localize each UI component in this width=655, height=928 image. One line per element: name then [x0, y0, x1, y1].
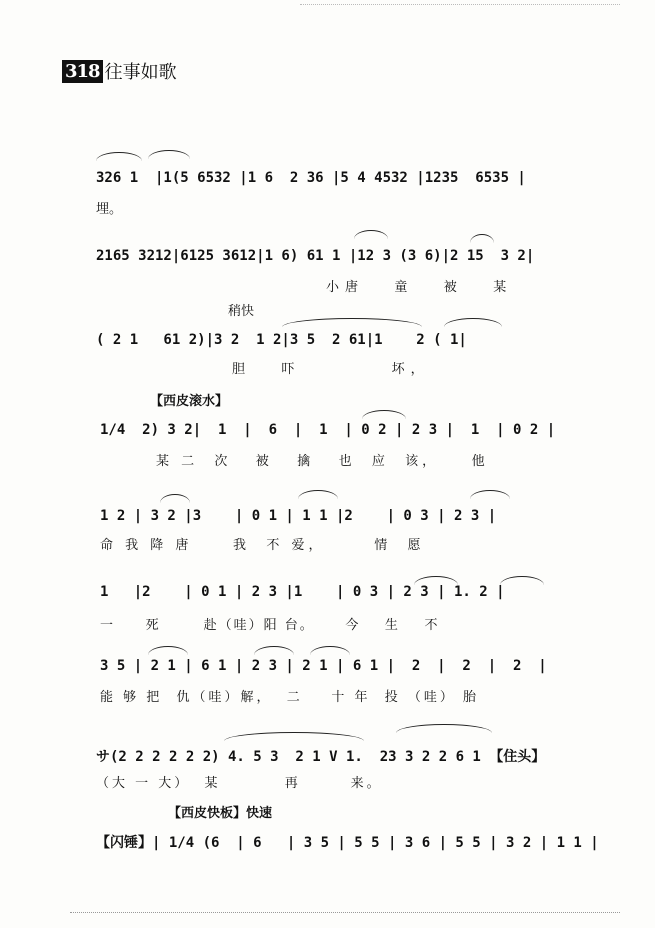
slur — [500, 576, 544, 585]
slur — [310, 646, 350, 655]
bottom-edge-rule — [70, 912, 620, 913]
slur — [254, 646, 294, 655]
book-title: 往事如歌 — [104, 62, 177, 83]
notation-line: 2165 3212|6125 3612|1 6) 61 1 |12 3 (3 6)|2 15 3 2| — [96, 248, 535, 264]
top-edge-rule — [300, 4, 620, 5]
notation-line: 1 2 | 3 2 |3 | 0 1 | 1 1 |2 | 0 3 | 2 3 | — [100, 508, 497, 524]
lyric-line: 埋。 — [96, 202, 123, 217]
lyric-line: 命 我 降 唐 我 不 爱， 情 愿 — [100, 538, 425, 553]
slur — [470, 490, 510, 499]
notation-line: 326 1 |1(5 6532 |1 6 2 36 |5 4 4532 |1235 6535 | — [96, 170, 526, 186]
notation-line: 1 |2 | 0 1 | 2 3 |1 | 0 3 | 2 3 | 1. 2 | — [100, 584, 505, 600]
notation-line: 1/4 2) 3 2| 1 | 6 | 1 | 0 2 | 2 3 | 1 | 0 2 | — [100, 422, 556, 438]
lyric-line: 胆 吓 坏， — [232, 362, 430, 377]
tempo-mark: 稍快 — [228, 304, 255, 319]
slur — [282, 318, 422, 327]
lyric-line: 一 死 赴（哇）阳 台。 今 生 不 — [100, 618, 440, 633]
notation-line: サ(2 2 2 2 2 2) 4. 5 3 2 1 V 1. 23 3 2 2 6 1 【住头】 — [96, 749, 546, 765]
slur — [444, 318, 502, 327]
slur — [298, 490, 338, 499]
slur — [96, 152, 142, 161]
slur — [354, 230, 388, 239]
section-mark: 【西皮快板】快速 — [168, 806, 273, 821]
notation-line: ( 2 1 61 2)|3 2 1 2|3 5 2 61|1 2 ( 1| — [96, 332, 467, 348]
lyric-line: 某 二 次 被 擒 也 应 该， 他 — [156, 454, 489, 469]
slur — [362, 410, 406, 419]
slur — [224, 732, 364, 741]
slur — [160, 494, 190, 503]
slur — [148, 150, 190, 159]
page-number: 318 — [62, 60, 103, 83]
slur — [470, 234, 494, 243]
notation-line: 【闪锤】| 1/4 (6 | 6 | 3 5 | 5 5 | 3 6 | 5 5 | 3 2 | 1 1 | — [96, 835, 599, 851]
slur — [396, 724, 492, 733]
lyric-line: 小唐 童 被 某 — [326, 280, 513, 295]
lyric-line: 能 够 把 仇（哇）解， 二 十 年 投 （哇） 胎 — [100, 690, 479, 705]
notation-line: 3 5 | 2 1 | 6 1 | 2 3 | 2 1 | 6 1 | 2 | 2 | 2 | — [100, 658, 547, 674]
section-mark: 【西皮滚水】 — [150, 394, 229, 409]
lyric-line: （大 一 大） 某 再 来。 — [96, 776, 383, 791]
page-header — [62, 58, 177, 84]
slur — [148, 646, 188, 655]
